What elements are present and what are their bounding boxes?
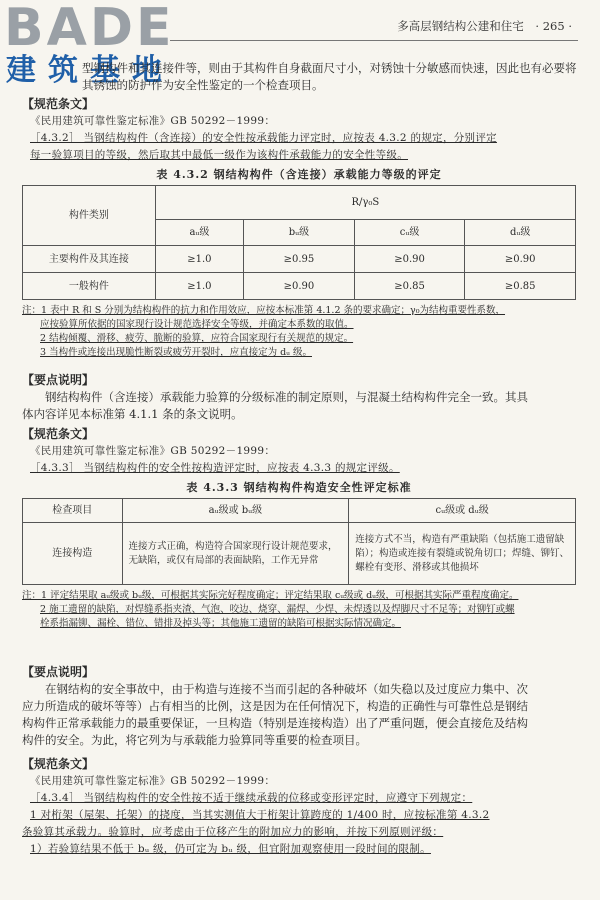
table-header-cell: R/γ₀S	[155, 186, 575, 220]
table-row	[23, 523, 576, 585]
table-cell: ≥0.95	[244, 246, 355, 273]
table-cell: ≥0.90	[244, 273, 355, 300]
clause-line: 每一验算项目的等级，然后取其中最低一级作为该构件承载能力的安全性等级。	[30, 149, 408, 161]
running-head	[397, 18, 572, 34]
table-header-cell: cᵤ级或 dᵤ级	[349, 499, 576, 523]
explanation-1	[22, 372, 576, 423]
section-heading: 【规范条文】	[22, 757, 95, 771]
clause-line: ［4.3.4］ 当钢结构构件的安全性按不适于继续承载的位移或变形评定时，应遵守下列规定：	[30, 792, 473, 804]
table-header-cell: dᵤ级	[465, 219, 576, 246]
text-line: 构构件正常承载能力的最重要保证，一旦构造（特别是连接构造）出了严重问题，便会直接危及结构	[22, 716, 528, 730]
table-header-cell: 检查项目	[23, 499, 123, 523]
table-cell: ≥0.85	[354, 273, 465, 300]
table-cell: 主要构件及其连接	[23, 246, 156, 273]
capacity-grade-table	[22, 185, 576, 300]
table-caption: 表 4.3.3 钢结构构件构造安全性评定标准	[186, 481, 412, 494]
logo-latin-text: BADE	[4, 0, 175, 58]
note-line: 注：1 评定结果取 aᵤ级或 bᵤ级，可根据其实际完好程度确定；评定结果取 cᵤ级或 dᵤ级，可根据其实际严重程度确定。	[22, 590, 519, 601]
running-head-title: 多高层钢结构公建和住宅	[397, 19, 524, 33]
table-cell: 连接方式不当，构造有严重缺陷（包括施工遗留缺陷）；构造或连接有裂缝或锐角切口；焊缝、铆钉、螺栓有变形、滑移或其他损坏	[349, 523, 576, 585]
table-caption: 表 4.3.2 钢结构构件（含连接）承载能力等级的评定	[156, 168, 442, 181]
section-4-3-2	[22, 96, 576, 360]
table-row	[23, 273, 576, 300]
table-notes	[22, 304, 576, 360]
note-line: 2 结构倾覆、滑移、疲劳、脆断的验算，应符合国家现行有关规范的规定。	[40, 333, 354, 344]
section-heading: 【规范条文】	[22, 97, 95, 111]
text-line: 其锈蚀的防护作为安全性鉴定的一个检查项目。	[82, 78, 324, 92]
text-line: 在钢结构的安全事故中，由于构造与连接不当而引起的各种破坏（如失稳以及过度应力集中、次	[45, 682, 528, 696]
standard-source: 《民用建筑可靠性鉴定标准》GB 50292－1999：	[30, 775, 276, 787]
section-heading: 【规范条文】	[22, 427, 95, 441]
standard-source: 《民用建筑可靠性鉴定标准》GB 50292－1999：	[30, 115, 276, 127]
intro-paragraph	[22, 60, 576, 94]
clause-line: 1）若验算结果不低于 bᵤ 级，仍可定为 bᵤ 级，但宜附加观察使用一段时间的限制。	[30, 843, 431, 855]
table-cell: 一般构件	[23, 273, 156, 300]
explanation-2	[22, 664, 576, 749]
table-row	[23, 246, 576, 273]
table-header-cell: bᵤ级	[244, 219, 355, 246]
standard-source: 《民用建筑可靠性鉴定标准》GB 50292－1999：	[30, 445, 276, 457]
clause-line: 条验算其承载力。验算时，应考虑由于位移产生的附加应力的影响，并按下列原则评级：	[22, 826, 444, 838]
section-4-3-4	[22, 756, 576, 858]
table-cell: 连接方式正确，构造符合国家现行设计规范要求，无缺陷，或仅有局部的表面缺陷，工作无异常	[122, 523, 349, 585]
table-notes	[22, 589, 576, 631]
page-number: · 265 ·	[535, 19, 572, 33]
logo-chinese-text: 建筑基地	[6, 53, 174, 88]
clause-line: 1 对桁架（屋架、托架）的挠度，当其实测值大于桁架计算跨度的 1/400 时，应按标准第 4.3.2	[30, 809, 490, 821]
note-line: 注：1 表中 R 和 S 分别为结构构件的抗力和作用效应，应按本标准第 4.1.2 条的要求确定；γ₀为结构重要性系数，	[22, 305, 506, 316]
note-line: 应按验算所依据的国家现行设计规范选择安全等级，并确定本系数的取值。	[40, 319, 354, 330]
text-line: 构件的安全。为此，将它列为与承载能力验算同等重要的检查项目。	[22, 733, 367, 747]
section-heading: 【要点说明】	[22, 665, 95, 679]
note-line: 栓系指漏铆、漏栓、错位、错排及掉头等；其他施工遗留的缺陷可根据实际情况确定。	[40, 618, 402, 629]
text-line: 体内容详见本标准第 4.1.1 条的条文说明。	[22, 407, 243, 421]
table-cell: ≥0.85	[465, 273, 576, 300]
note-line: 2 施工遗留的缺陷，对焊缝系指夹渣、气泡、咬边、烧穿、漏焊、少焊、未焊透以及焊脚尺寸不足等；对铆钉或螺	[40, 604, 515, 615]
table-cell: ≥1.0	[155, 246, 243, 273]
table-header-cell: aᵤ级或 bᵤ级	[122, 499, 349, 523]
table-cell: 连接构造	[23, 523, 123, 585]
table-header-cell: aᵤ级	[155, 219, 243, 246]
section-heading: 【要点说明】	[22, 373, 95, 387]
table-header-cell: cᵤ级	[354, 219, 465, 246]
section-4-3-3	[22, 426, 576, 631]
header-rule	[170, 40, 578, 41]
text-line: 钢结构构件（含连接）承载能力验算的分级标准的制定原则，与混凝土结构构件完全一致。其具	[45, 390, 528, 404]
table-cell: ≥0.90	[354, 246, 465, 273]
table-header-cell: 构件类别	[23, 186, 156, 246]
clause-line: ［4.3.3］ 当钢结构构件的安全性按构造评定时，应按表 4.3.3 的规定评级。	[30, 462, 400, 474]
text-line: 型钢构件和其连接件等，则由于其构件自身截面尺寸小，对锈蚀十分敏感而快速，因此也有必要将	[82, 61, 576, 75]
text-line: 应力所造成的破坏等等）占有相当的比例，这是因为在任何情况下，构造的正确性与可靠性总是钢结	[22, 699, 528, 713]
table-cell: ≥0.90	[465, 246, 576, 273]
table-cell: ≥1.0	[155, 273, 243, 300]
note-line: 3 当构件或连接出现脆性断裂或疲劳开裂时，应直接定为 dᵤ 级。	[40, 347, 312, 358]
construction-safety-table	[22, 498, 576, 585]
clause-line: ［4.3.2］ 当钢结构构件（含连接）的安全性按承载能力评定时，应按表 4.3.2 的规定，分别评定	[30, 132, 497, 144]
